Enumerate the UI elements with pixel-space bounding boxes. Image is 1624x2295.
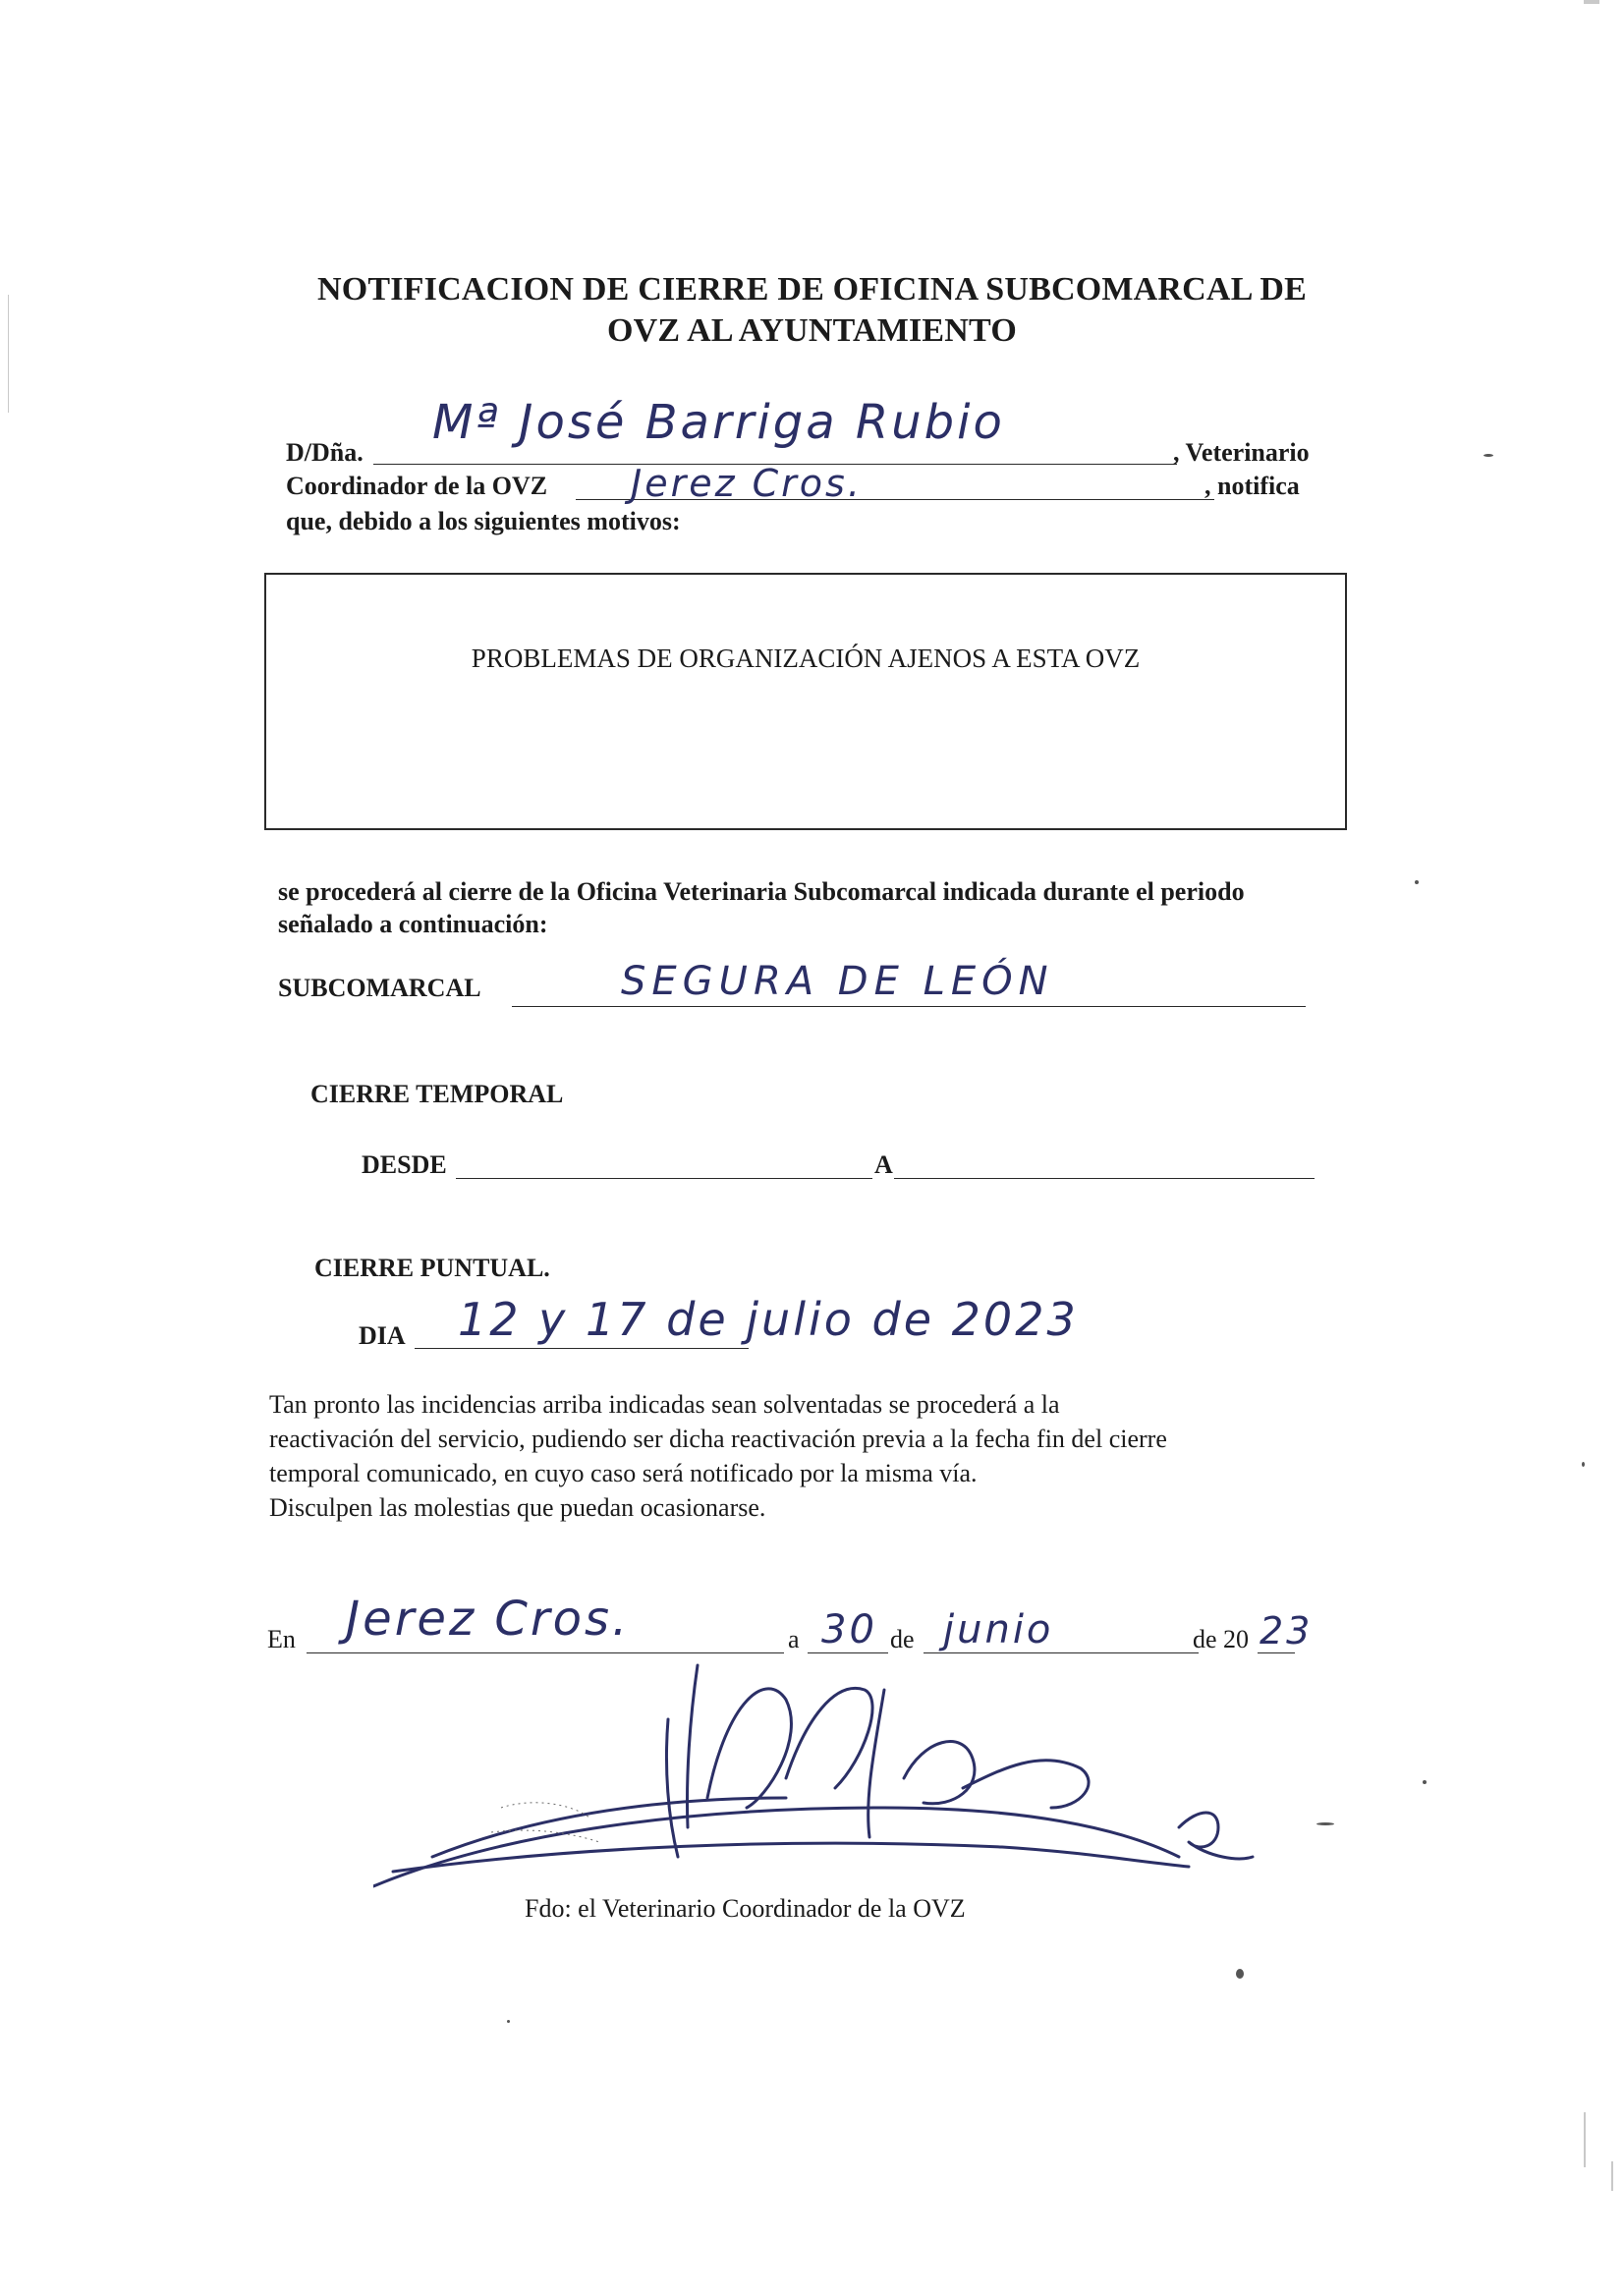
reason-box (264, 573, 1347, 830)
scan-speck (1484, 454, 1493, 457)
dia-fill-line (415, 1348, 749, 1349)
handwritten-month: junio (943, 1607, 1054, 1652)
signature-caption: Fdo: el Veterinario Coordinador de la OVZ (525, 1894, 966, 1923)
month-fill-line (924, 1652, 1199, 1653)
closing-paragraph-line3: temporal comunicado, en cuyo caso será notificado por la misma vía. (269, 1459, 978, 1487)
hasta-fill-line (894, 1178, 1315, 1179)
closure-paragraph-line2: señalado a continuación: (278, 910, 548, 938)
label-dona: D/Dña. (286, 438, 364, 467)
intro-motivos-line: que, debido a los siguientes motivos: (286, 507, 681, 535)
handwritten-place: Jerez Cros. (346, 1592, 631, 1647)
document-title-line1: NOTIFICACION DE CIERRE DE OFICINA SUBCOMARCAL DE (316, 271, 1308, 308)
scan-speck (1582, 1462, 1585, 1467)
handwritten-year: 23 (1260, 1609, 1314, 1652)
scan-edge-mark (8, 295, 9, 413)
closing-paragraph-line1: Tan pronto las incidencias arriba indicadas sean solventadas se procederá a la (269, 1390, 1060, 1419)
label-coordinador: Coordinador de la OVZ (286, 472, 548, 500)
desde-fill-line (456, 1178, 872, 1179)
handwritten-name: Mª José Barriga Rubio (432, 395, 1005, 450)
label-de-month: de (890, 1625, 915, 1653)
scan-speck (1415, 880, 1419, 884)
document-title-line2: OVZ AL AYUNTAMIENTO (607, 312, 1017, 349)
scan-speck (507, 2020, 510, 2023)
scan-speck (1316, 1822, 1334, 1825)
label-veterinario: , Veterinario (1173, 438, 1310, 467)
label-a-fecha: a (788, 1625, 800, 1653)
scan-edge-mark (1584, 2112, 1586, 2167)
scan-edge-mark (1611, 2161, 1613, 2191)
closing-paragraph-line2: reactivación del servicio, pudiendo ser dicha reactivación previa a la fecha fin del cierre (269, 1425, 1167, 1453)
label-subcomarcal: SUBCOMARCAL (278, 974, 481, 1002)
reason-text: PROBLEMAS DE ORGANIZACIÓN AJENOS A ESTA OVZ (471, 644, 1141, 673)
handwritten-ovz: Jerez Cros. (631, 462, 863, 505)
label-desde: DESDE (362, 1150, 447, 1179)
scan-edge-mark (1584, 0, 1599, 4)
scan-speck (1236, 1969, 1244, 1979)
day-fill-line (808, 1652, 888, 1653)
label-dia: DIA (359, 1321, 406, 1350)
closure-paragraph-line1: se procederá al cierre de la Oficina Veterinaria Subcomarcal indicada durante el periodo (278, 877, 1245, 906)
heading-cierre-puntual: CIERRE PUNTUAL. (314, 1254, 550, 1282)
label-de20: de 20 (1193, 1625, 1250, 1653)
place-fill-line (307, 1652, 784, 1653)
handwritten-subcomarcal: SEGURA DE LEÓN (621, 959, 1054, 1004)
handwritten-day: 30 (821, 1607, 877, 1652)
signature-scribble (373, 1660, 1258, 1896)
closing-paragraph-line4: Disculpen las molestias que puedan ocasionarse. (269, 1493, 766, 1522)
subcomarcal-fill-line (512, 1006, 1306, 1007)
year-fill-line (1258, 1652, 1295, 1653)
label-a-hasta: A (874, 1150, 893, 1179)
closing-paragraph (269, 1387, 1316, 1525)
label-en: En (267, 1625, 296, 1653)
handwritten-dia: 12 y 17 de julio de 2023 (458, 1293, 1079, 1346)
label-notifica: , notifica (1204, 472, 1300, 500)
heading-cierre-temporal: CIERRE TEMPORAL (310, 1080, 564, 1108)
scan-speck (1423, 1780, 1427, 1784)
